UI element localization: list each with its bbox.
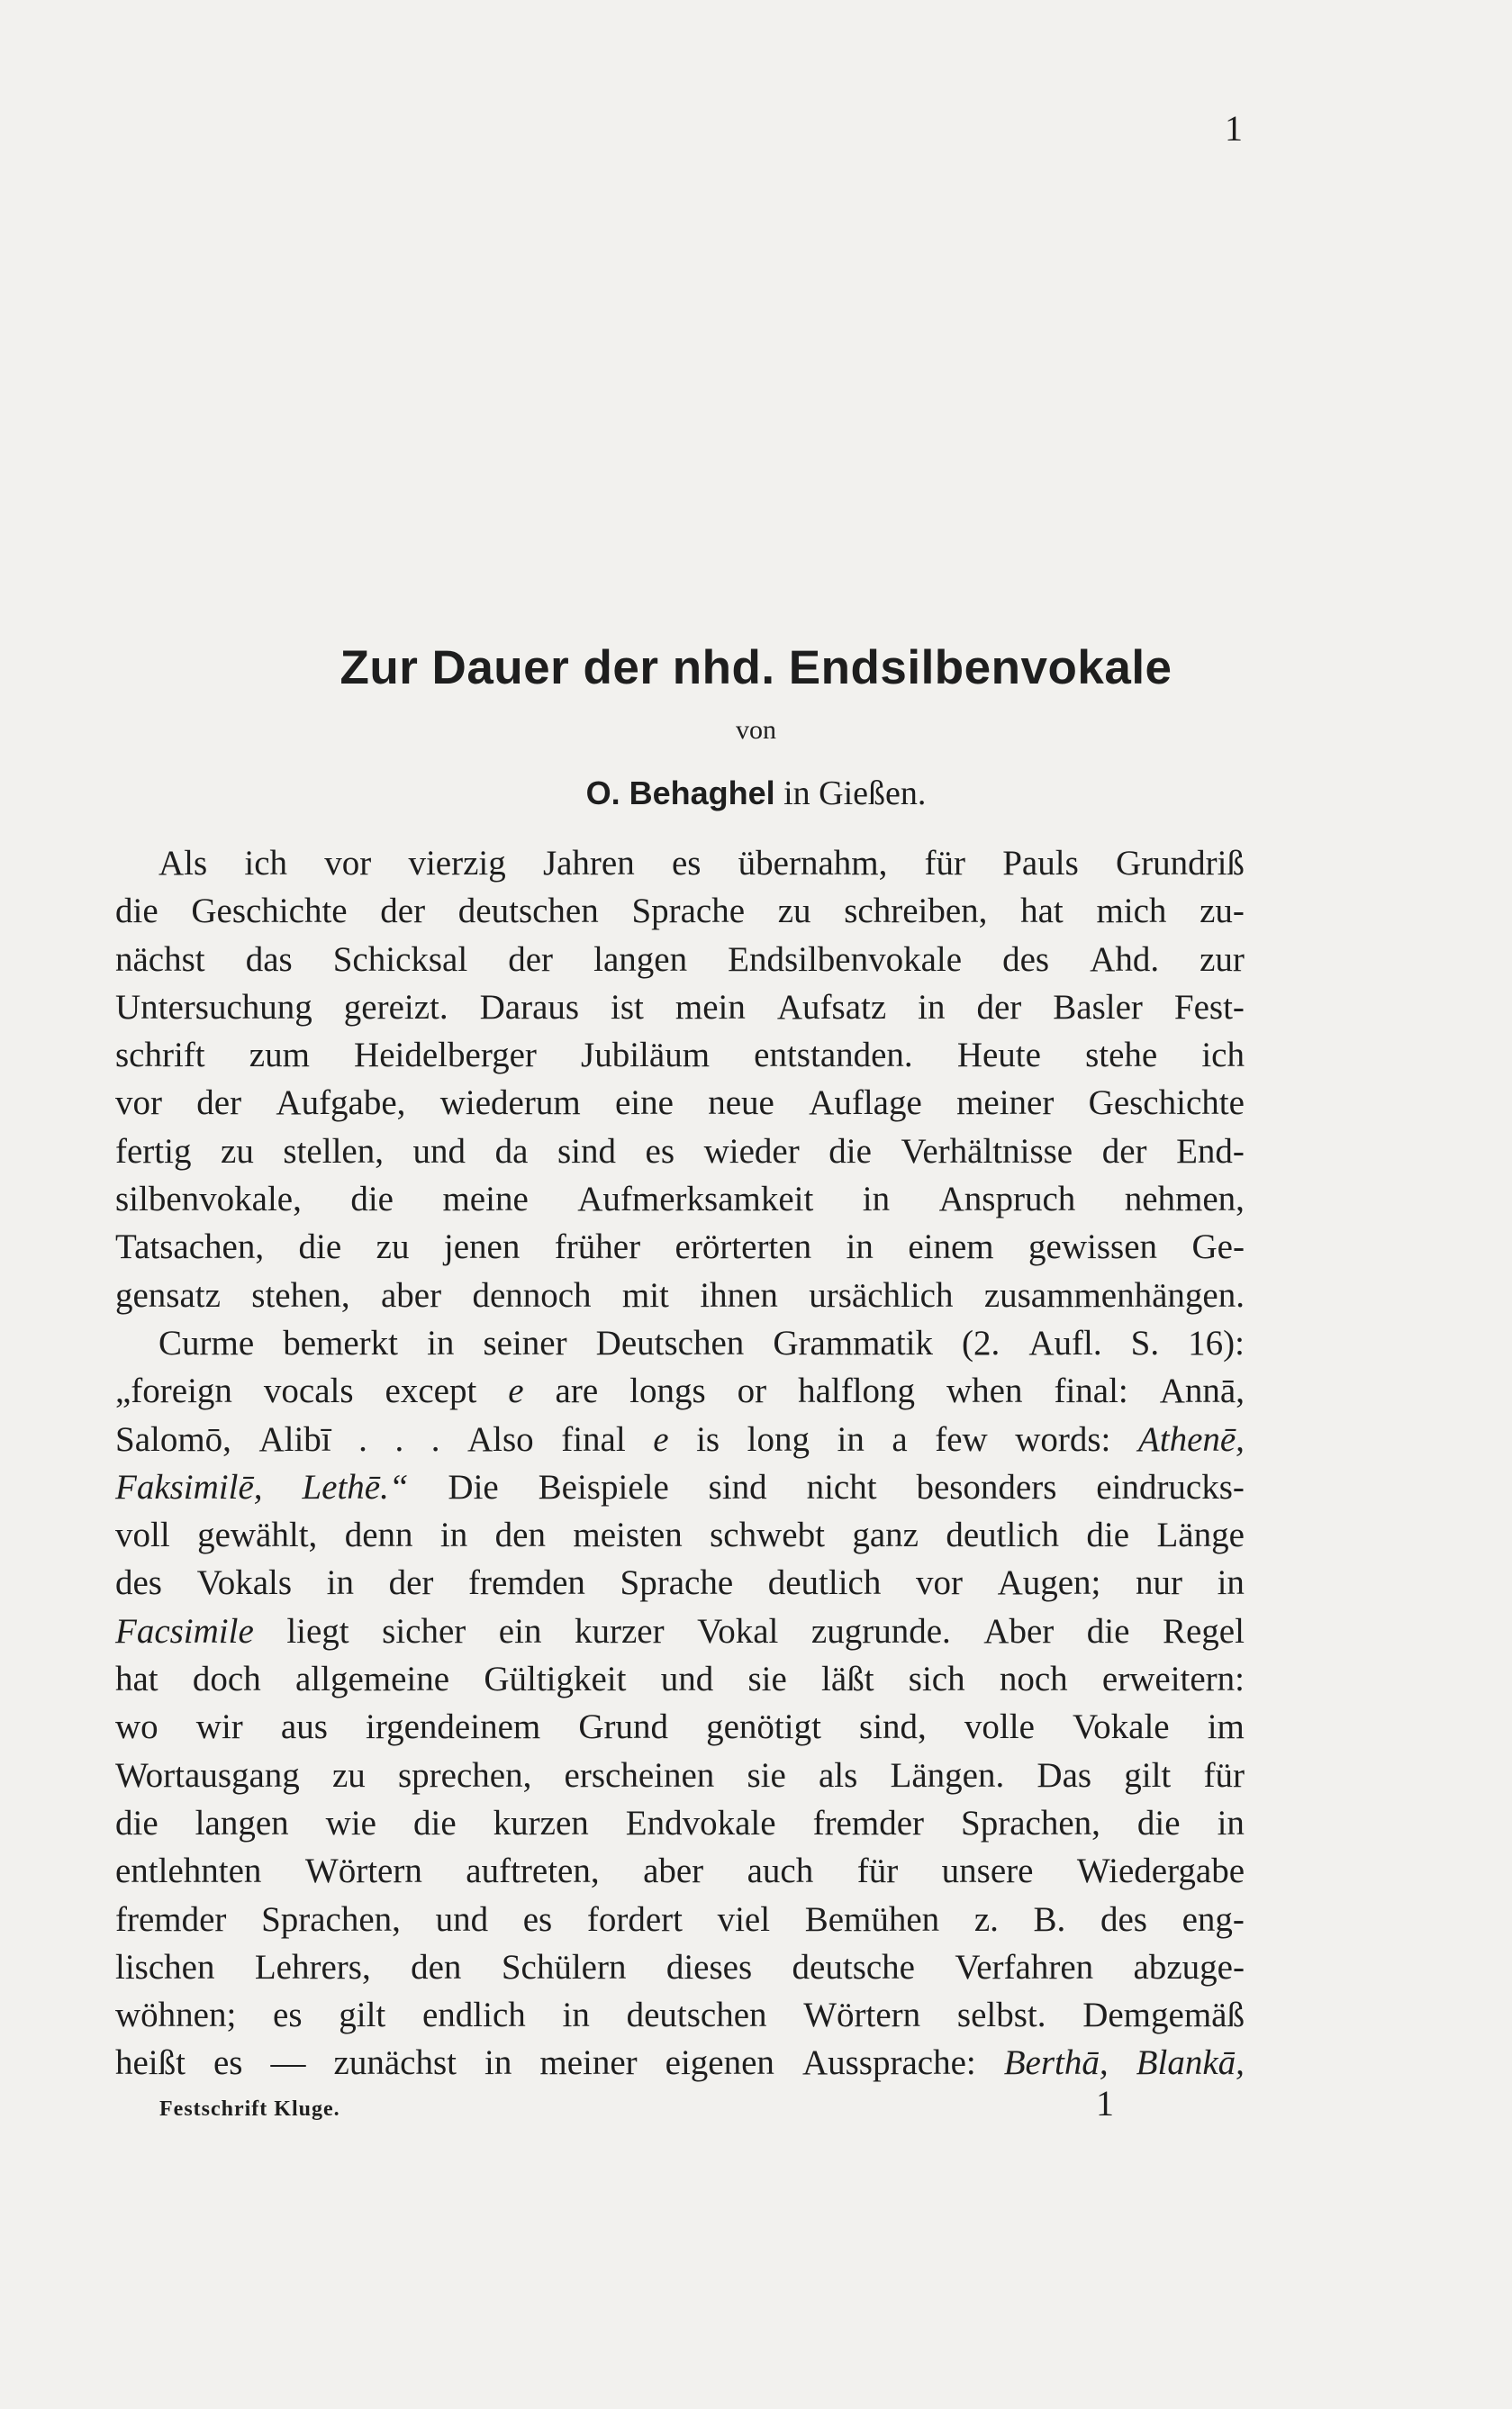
word: Grundriß [1115,844,1245,883]
word: und [660,1660,714,1699]
word: nicht [806,1467,877,1507]
word: z. [973,1899,999,1939]
word: auftreten, [466,1852,600,1891]
word: Anspruch [938,1180,1076,1219]
word: Pauls [1002,844,1079,883]
word: silbenvokale, [115,1180,302,1219]
word: die [115,892,158,931]
word: in [326,1563,354,1603]
word: stellen, [283,1131,384,1171]
word: S. [1130,1323,1160,1363]
word: is [696,1419,720,1459]
word: und [412,1131,466,1171]
word: in [562,1996,590,2035]
word: ursächlich [809,1275,954,1315]
word: Tatsachen, [115,1227,265,1267]
word: kurzen [493,1803,589,1843]
word: zur [1200,939,1245,979]
word: die [350,1180,394,1219]
word: Vokale [1073,1707,1170,1747]
text-line [115,1655,1245,1703]
text-line [115,1511,1245,1559]
word: genötigt [706,1707,821,1747]
text-line [115,1752,1245,1799]
word: im [1207,1707,1245,1747]
text-line [115,1463,1245,1511]
word: sind [708,1467,767,1507]
word: sie [747,1660,787,1699]
word: mit [621,1275,669,1315]
word: Geschichte [1088,1083,1245,1123]
word: bemerkt [283,1323,398,1363]
word: Deutschen [595,1323,745,1363]
text-line [115,1319,1245,1367]
word: des [1100,1899,1147,1939]
word: erörterten [675,1227,812,1267]
word: sind, [859,1707,927,1747]
word: vocals [263,1372,354,1411]
word: wir [195,1707,243,1747]
word: Heute [956,1036,1041,1075]
word: Das [1037,1755,1092,1795]
word: meiner [539,2043,638,2083]
word: Die [448,1467,499,1507]
word: Gültigkeit [484,1660,627,1699]
word: Daraus [479,987,580,1027]
word: eigenen [665,2043,774,2083]
word: sicher [382,1611,466,1651]
word: gilt [1124,1755,1172,1795]
word: eindrucks- [1096,1467,1245,1507]
word: in [846,1227,874,1267]
word: Längen. [890,1755,1005,1795]
word: es [645,1131,675,1171]
word: are [555,1372,599,1411]
word: Demgemäß [1082,1996,1245,2035]
word: die [412,1803,457,1843]
word: Also [467,1419,534,1459]
word: stehen, [251,1275,350,1315]
word: die [828,1131,872,1171]
word: „foreign [115,1372,232,1411]
word: langen [593,939,688,979]
word: . [430,1419,440,1459]
word: und [435,1899,489,1939]
word: schrift [115,1036,205,1075]
word: Aber [983,1611,1055,1651]
word: übernahm, [738,844,888,883]
word: Lehrers, [254,1947,371,1987]
word: die [1086,1516,1130,1555]
word: Auflage [809,1083,922,1123]
word: nehmen, [1124,1180,1245,1219]
word: 16): [1188,1323,1245,1363]
word: irgendeinem [366,1707,541,1747]
word: zu [777,892,811,931]
word: meine [442,1180,529,1219]
word: schwebt [710,1516,825,1555]
word: gewählt, [197,1516,318,1555]
text-line [115,1031,1245,1079]
word: in [484,2043,512,2083]
footer-signature: Festschrift Kluge. [159,2097,340,2121]
word: Sprachen, [261,1899,401,1939]
word: den [494,1516,546,1555]
word: Aussprache: [801,2043,976,2083]
word: der [508,939,554,979]
word: Endsilbenvokale [728,939,963,979]
word: Heidelberger [354,1036,537,1075]
text-line [115,1272,1245,1319]
text-line [115,2039,1245,2087]
word: wiederum [439,1083,581,1123]
word: Wiedergabe [1076,1852,1245,1891]
author-name: O. Behaghel [585,774,775,811]
word: Aufmerksamkeit [577,1180,814,1219]
word: nächst [115,939,205,979]
word: mein [675,987,746,1027]
word: . [358,1419,367,1459]
word: Jahren [542,844,635,883]
byline-author [0,770,1512,817]
word: fertig [115,1131,192,1171]
word: wieder [703,1131,800,1171]
body-text [115,839,1245,2087]
word: Jubiläum [581,1036,711,1075]
word: hat [115,1660,158,1699]
word: entlehnten [115,1852,262,1891]
word: meiner [956,1083,1055,1123]
word: deutlich [946,1516,1059,1555]
text-line [115,1847,1245,1895]
word: vor [324,844,372,883]
word: den [411,1947,462,1987]
word: deutschen [457,892,599,931]
word: Sprache [620,1563,734,1603]
word: für [924,844,966,883]
word: Aufgabe, [276,1083,406,1123]
word: der [976,987,1022,1027]
word: words: [1015,1419,1111,1459]
word: Aufl. [1028,1323,1102,1363]
word: da [494,1131,529,1171]
word: ihnen [700,1275,778,1315]
text-line [115,1128,1245,1175]
word: vor [115,1083,162,1123]
word: eng- [1182,1899,1245,1939]
word: es [213,2043,243,2083]
word: Grund [578,1707,668,1747]
word: viel [717,1899,771,1939]
word: erscheinen [564,1755,715,1795]
byline-von: von [736,715,776,745]
word: Faksimilē, [115,1467,263,1507]
word: Wortausgang [115,1755,300,1795]
word: or [737,1372,767,1411]
word: die [298,1227,342,1267]
word: jenen [443,1227,521,1267]
word: dennoch [472,1275,592,1315]
word: Verfahren [955,1947,1094,1987]
word: nur [1135,1563,1182,1603]
word: mich [1096,892,1167,931]
word: aber [643,1852,704,1891]
word: in [862,1180,891,1219]
word: gensatz [115,1275,221,1315]
text-line [115,1175,1245,1223]
word: End- [1176,1131,1245,1171]
word: abzuge- [1133,1947,1245,1987]
word: deutsche [792,1947,915,1987]
word: in [427,1323,455,1363]
word: Sprache [631,892,746,931]
word: schreiben, [844,892,988,931]
text-line [115,983,1245,1031]
word: sind [557,1131,616,1171]
author-location: in Gießen. [783,774,927,812]
word: wie [325,1803,376,1843]
word: Vokals [196,1563,293,1603]
word: Wörtern [803,1996,921,2035]
word: gilt [339,1996,386,2035]
word: e [653,1419,669,1459]
word: dieses [665,1947,753,1987]
word: Blankā, [1136,2043,1245,2083]
word: when [946,1372,1023,1411]
word: vor [915,1563,963,1603]
word: gewissen [1028,1227,1158,1267]
word: Aufsatz [776,987,887,1027]
word: e [508,1372,524,1411]
word: final: [1054,1372,1128,1411]
word: deutschen [626,1996,767,2035]
word: Endvokale [625,1803,776,1843]
word: a [892,1419,908,1459]
word: Regel [1162,1611,1245,1651]
page-number: 1 [1225,108,1243,149]
word: denn [344,1516,413,1555]
word: zugrunde. [810,1611,951,1651]
word: neue [708,1083,774,1123]
word: seiner [483,1323,567,1363]
footer-sheet-number: 1 [1096,2083,1114,2124]
word: sie [747,1755,786,1795]
text-line [115,1416,1245,1463]
word: in [1217,1563,1245,1603]
word: vierzig [408,844,506,883]
word: in [918,987,946,1027]
word: lischen [115,1947,215,1987]
text-line [115,1703,1245,1751]
word: sprechen, [398,1755,532,1795]
word: ein [498,1611,542,1651]
word: — [270,2043,306,2083]
word: ist [611,987,644,1027]
word: endlich [421,1996,526,2035]
text-line [115,1991,1245,2039]
text-line [115,1608,1245,1655]
word: except [385,1372,477,1411]
text-line [115,936,1245,983]
word: (2. [962,1323,1000,1363]
word: gereizt. [343,987,448,1027]
word: Annā, [1159,1372,1245,1411]
word: selbst. [956,1996,1046,2035]
word: Salomō, [115,1419,231,1459]
word: deutlich [767,1563,882,1603]
word: langen [195,1803,289,1843]
word: fordert [586,1899,683,1939]
word: Untersuchung [115,987,312,1027]
word: fremden [468,1563,585,1603]
word: der [1101,1131,1147,1171]
word: Grammatik [773,1323,933,1363]
word: wöhnen; [115,1996,237,2035]
word: B. [1033,1899,1066,1939]
word: fremder [115,1899,227,1939]
word: Bemühen [804,1899,940,1939]
word: früher [554,1227,641,1267]
word: volle [964,1707,1035,1747]
word: aber [381,1275,442,1315]
word: Länge [1156,1516,1245,1555]
word: läßt [821,1660,874,1699]
word: zu [221,1131,254,1171]
word: es [273,1996,303,2035]
word: hat [1020,892,1064,931]
word: in [1217,1803,1245,1843]
word: noch [999,1660,1068,1699]
article-title: Zur Dauer der nhd. Endsilbenvokale [340,641,1172,694]
word: longs [629,1372,706,1411]
text-line [115,1367,1245,1415]
text-line [115,839,1245,887]
word: die [1086,1611,1130,1651]
word: entstanden. [754,1036,913,1075]
word: eine [614,1083,674,1123]
word: in [837,1419,865,1459]
word: Basler [1053,987,1143,1027]
word: für [1203,1755,1245,1795]
word: Berthā, [1003,2043,1109,2083]
word: einem [908,1227,994,1267]
word: zusammenhängen. [983,1275,1245,1315]
word: besonders [916,1467,1057,1507]
word: ich [1201,1036,1245,1075]
word: Beispiele [538,1467,669,1507]
word: als [819,1755,858,1795]
word: der [196,1083,242,1123]
word: es [522,1899,553,1939]
word: es [671,844,702,883]
word: Vokal [697,1611,779,1651]
word: zunächst [333,2043,457,2083]
word: Schülern [501,1947,627,1987]
word: sich [908,1660,965,1699]
word: halflong [798,1372,916,1411]
word: Ge- [1191,1227,1245,1267]
word: Ahd. [1090,939,1160,979]
word: zu- [1200,892,1245,931]
word: wo [115,1707,158,1747]
word: Als [158,844,208,883]
word: doch [192,1660,261,1699]
word: des [115,1563,162,1603]
word: meisten [573,1516,683,1555]
word: zu [376,1227,410,1267]
word: liegt [286,1611,349,1651]
text-line [115,1559,1245,1607]
word: zum [249,1036,310,1075]
text-line [115,887,1245,935]
text-line [115,1896,1245,1943]
text-line [115,1223,1245,1271]
word: aus [280,1707,328,1747]
word: Schicksal [332,939,468,979]
word: das [245,939,293,979]
word: Athenē, [1137,1419,1245,1459]
word: erweitern: [1101,1660,1245,1699]
word: allgemeine [294,1660,450,1699]
word: fremder [812,1803,924,1843]
word: ganz [852,1516,919,1555]
word: der [388,1563,434,1603]
word: die [115,1803,158,1843]
word: heißt [115,2043,186,2083]
word: der [380,892,426,931]
text-line [115,1079,1245,1127]
word: auch [747,1852,814,1891]
word: Curme [158,1323,255,1363]
text-line [115,1799,1245,1847]
word: Wörtern [304,1852,422,1891]
word: des [1002,939,1050,979]
word: zu [332,1755,366,1795]
word: Alibī [258,1419,331,1459]
word: Verhältnisse [901,1131,1073,1171]
word: Fest- [1173,987,1245,1027]
text-line [115,1943,1245,1991]
word: Lethē.“ [302,1467,409,1507]
word: ich [244,844,288,883]
word: unsere [941,1852,1034,1891]
word: . [394,1419,404,1459]
word: Geschichte [191,892,348,931]
word: die [1136,1803,1181,1843]
word: Facsimile [115,1611,254,1651]
page-footer [159,2082,1114,2124]
word: final [561,1419,626,1459]
word: stehe [1085,1036,1158,1075]
word: kurzer [574,1611,665,1651]
word: für [856,1852,899,1891]
word: long [747,1419,810,1459]
word: few [935,1419,988,1459]
word: Sprachen, [961,1803,1100,1843]
word: voll [115,1516,170,1555]
word: in [439,1516,468,1555]
word: Augen; [997,1563,1101,1603]
